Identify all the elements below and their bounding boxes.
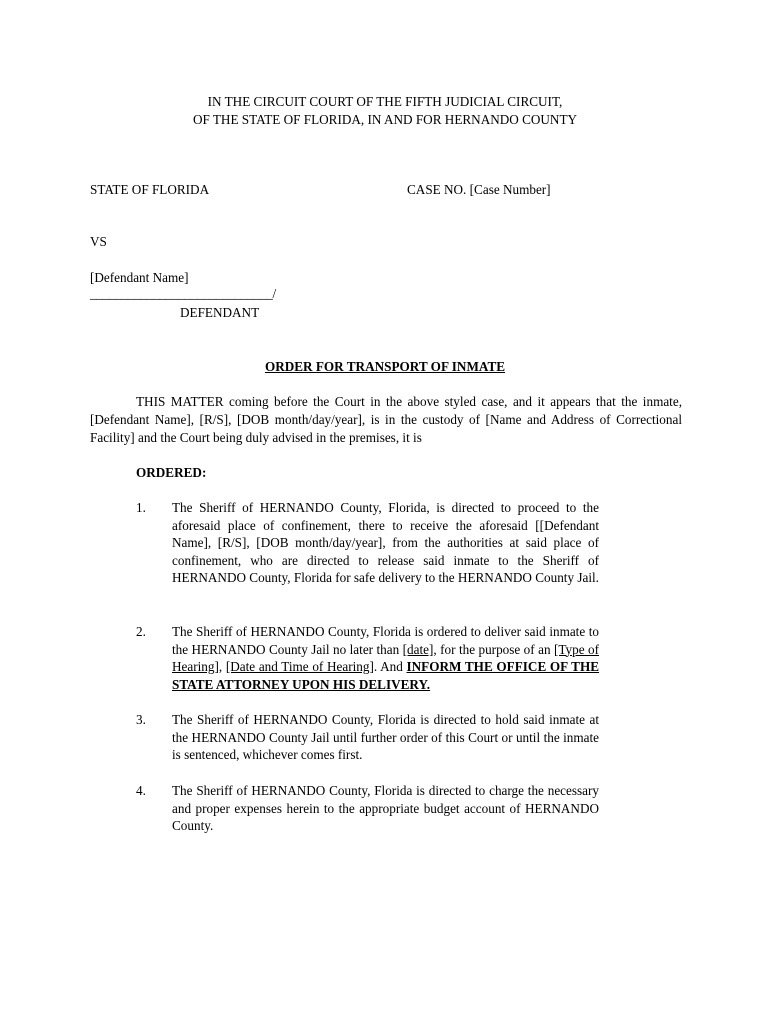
ordered-label: ORDERED:: [136, 465, 207, 480]
inform-state-attorney-text: INFORM THE OFFICE OF THE STATE ATTORNEY UPON HIS DELIVERY.: [172, 659, 600, 692]
intro-paragraph: THIS MATTER coming before the Court in the above styled case, and it appears that the inmate, [Defendant Name], [R/S], [DOB month/day/year], is in the custody of [Name and Address of Correctional Facility] and the Court being duly advised in the premises, it is: [90, 394, 682, 445]
court-header-line-1: IN THE CIRCUIT COURT OF THE FIFTH JUDICIAL CIRCUIT,: [207, 94, 563, 109]
plaintiff-name: STATE OF FLORIDA: [90, 182, 210, 197]
item-3-number: 3.: [136, 712, 146, 727]
defendant-name: [Defendant Name]: [90, 270, 189, 285]
item-4-number: 4.: [136, 783, 146, 798]
court-header-line-2: OF THE STATE OF FLORIDA, IN AND FOR HERNANDO COUNTY: [192, 112, 578, 127]
item-2-text: [172, 623, 599, 693]
item-3-text: The Sheriff of HERNANDO County, Florida is directed to hold said inmate at the HERNANDO County Jail until further order of this Court or until the inmate is sentenced, whichever comes first.: [172, 712, 599, 763]
item-2-text-b: , for the purpose of an: [433, 641, 554, 657]
versus-label: VS: [90, 234, 107, 249]
item-2-text-d: . And: [373, 659, 407, 675]
item-1-text: The Sheriff of HERNANDO County, Florida, is directed to proceed to the aforesaid place of confinement, there to receive the aforesaid [[Defendant Name], [R/S], [DOB month/day/year], from the authorities at said place of confinement, who are directed to release said inmate to the Sheriff of HERNANDO County, Florida for safe delivery to the HERNANDO County Jail.: [172, 500, 599, 586]
item-2-number: 2.: [136, 624, 146, 639]
hearing-datetime-placeholder: [Date and Time of Hearing]: [225, 659, 374, 675]
document-title: ORDER FOR TRANSPORT OF INMATE: [264, 359, 506, 374]
case-number: CASE NO. [Case Number]: [407, 182, 551, 197]
defendant-label: DEFENDANT: [180, 305, 260, 320]
hearing-type-placeholder: [Type of Hearing]: [172, 641, 599, 675]
hearing-date-placeholder: [date]: [402, 641, 434, 657]
item-4-text: The Sheriff of HERNANDO County, Florida is directed to charge the necessary and proper expenses herein to the appropriate budget account of HERNANDO County.: [172, 783, 599, 834]
item-2-text-a: The Sheriff of HERNANDO County, Florida is ordered to deliver said inmate to the HERNANDO County Jail no later than: [172, 624, 599, 657]
item-1-number: 1.: [136, 500, 146, 515]
signature-line: _____________________________/: [90, 286, 276, 301]
item-2-text-c: ,: [218, 659, 226, 675]
